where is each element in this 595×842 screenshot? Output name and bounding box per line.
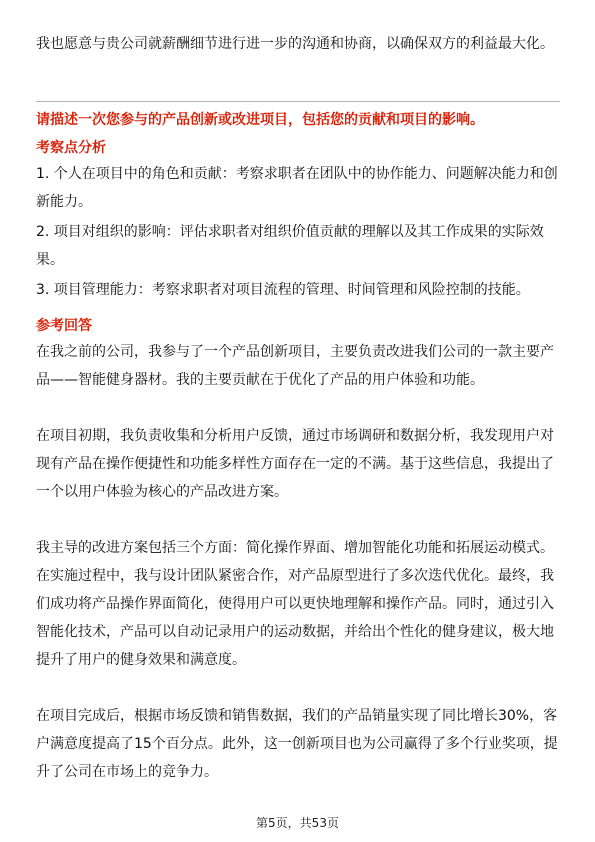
analysis-heading: 考察点分析 [36,140,106,156]
answer-paragraph: 在项目初期，我负责收集和分析用户反馈，通过市场调研和数据分析，我发现用户对现有产品在操作便捷性和功能多样性方面存在一定的不满。基于这些信息，我提出了一个以用户体验为核心的产品改进方案。 [36,428,554,500]
analysis-item: 3. 项目管理能力：考察求职者对项目流程的管理、时间管理和风险控制的技能。 [36,282,530,298]
analysis-item: 1. 个人在项目中的角色和贡献：考察求职者在团队中的协作能力、问题解决能力和创新能力。 [36,166,558,210]
intro-paragraph: 我也愿意与贵公司就薪酬细节进行进一步的沟通和协商，以确保双方的利益最大化。 [36,36,554,52]
answer-body [36,338,560,814]
analysis-list [36,160,560,306]
page-number: 第5页，共53页 [256,816,339,830]
answer-heading: 参考回答 [36,318,92,334]
section-divider [36,101,560,102]
answer-paragraph: 我主导的改进方案包括三个方面：简化操作界面、增加智能化功能和拓展运动模式。在实施过程中，我与设计团队紧密合作，对产品原型进行了多次迭代优化。最终，我们成功将产品操作界面简化，使得用户可以更快地理解和操作产品。同时，通过引入智能化技术，产品可以自动记录用户的运动数据，并给出个性化的健身建议，极大地提升了用户的健身效果和满意度。 [36,540,554,668]
answer-paragraph: 在项目完成后，根据市场反馈和销售数据，我们的产品销量实现了同比增长30%，客户满意度提高了15个百分点。此外，这一创新项目也为公司赢得了多个行业奖项，提升了公司在市场上的竞争力。 [36,708,558,780]
question-title: 请描述一次您参与的产品创新或改进项目，包括您的贡献和项目的影响。 [36,112,484,128]
answer-paragraph: 在我之前的公司，我参与了一个产品创新项目，主要负责改进我们公司的一款主要产品——智能健身器材。我的主要贡献在于优化了产品的用户体验和功能。 [36,344,554,388]
analysis-item: 2. 项目对组织的影响：评估求职者对组织价值贡献的理解以及其工作成果的实际效果。 [36,224,544,268]
